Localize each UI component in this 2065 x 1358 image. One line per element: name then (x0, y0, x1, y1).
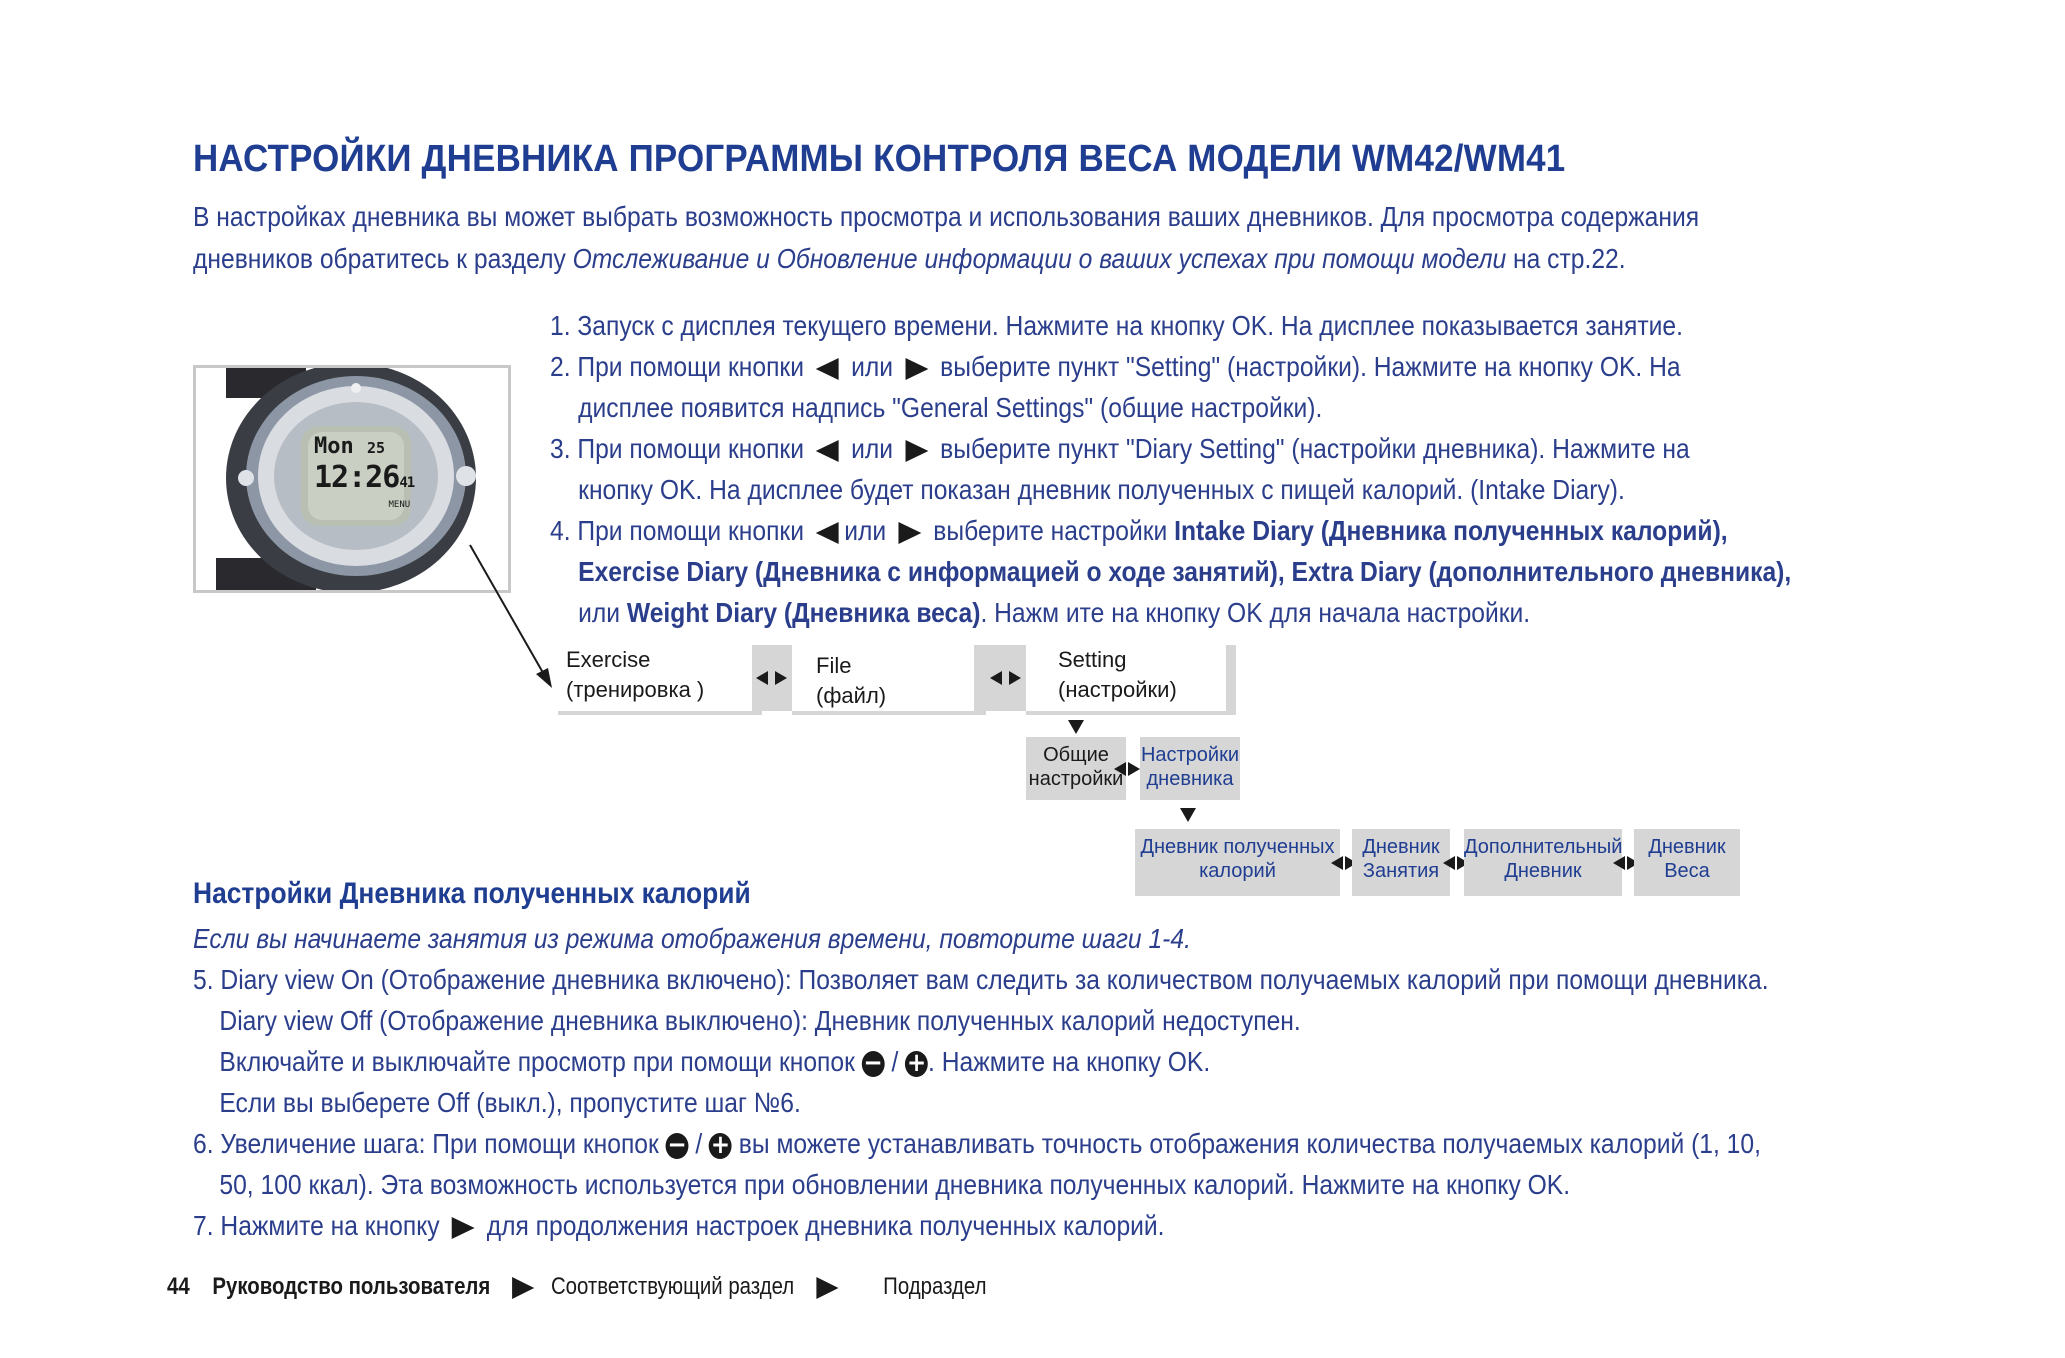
watch-time: 12:26 (314, 460, 400, 495)
page-number: 44 (167, 1273, 190, 1300)
intro-line-1: В настройках дневника вы может выбрать возможность просмотра и использования ваших дневников. Для просмотра содержания (193, 201, 1700, 232)
plus-button-icon: + (710, 1129, 731, 1160)
right-arrow-icon (905, 440, 928, 462)
menu-arrows-2 (986, 645, 1026, 711)
intro-paragraph (193, 196, 1795, 280)
right-arrow-icon (898, 522, 921, 544)
left-arrow-icon (756, 671, 768, 685)
step-1: 1. Запуск с дисплея текущего времени. Нажмите на кнопку OK. На дисплее показывается занятие. (550, 310, 1683, 341)
step-6-cont: 50, 100 ккал). Эта возможность используется при обновлении дневника полученных калорий. Нажмите на кнопку OK. (219, 1169, 1571, 1200)
step-4-end: или Weight Diary (Дневника веса). Нажм ите на кнопку OK для начала настройки. (578, 597, 1531, 628)
page-footer (167, 1273, 986, 1301)
menu-exercise-diary: Дневник Занятия (1352, 829, 1450, 896)
left-arrow-icon (1331, 856, 1343, 870)
section-content (193, 918, 1803, 1246)
down-arrow-icon (1068, 720, 1084, 734)
right-arrow-icon (775, 671, 787, 685)
watch-menu-label: MENU (388, 500, 411, 510)
menu-general-settings: Общие настройки (1026, 737, 1126, 800)
right-arrow-icon (905, 358, 928, 380)
menu-extra-diary: Дополнительный Дневник (1464, 829, 1622, 896)
menu-intake-diary: Дневник полученных калорий (1135, 829, 1340, 896)
left-arrow-icon (1613, 856, 1625, 870)
minus-button-icon: − (667, 1129, 687, 1160)
footer-subsection: Подраздел (883, 1273, 987, 1300)
right-arrow-icon (452, 1217, 475, 1239)
left-arrow-icon (1443, 856, 1455, 870)
watch-seconds: 41 (399, 475, 415, 491)
steps-list (550, 305, 1808, 633)
step-2-cont: дисплее появится надпись "General Settings" (общие настройки). (578, 392, 1323, 423)
menu-diary-settings: Настройки дневника (1140, 737, 1240, 800)
section-heading: Настройки Дневника полученных калорий (193, 877, 751, 910)
intro-line-2: дневников обратитесь к разделу Отслеживание и Обновление информации о ваших успехах при помощи модели на стр.22. (193, 243, 1626, 274)
cross-reference: Отслеживание и Обновление информации о ваших успехах при помощи модели (572, 243, 1507, 274)
footer-guide: Руководство пользователя (212, 1273, 491, 1300)
footer-section: Соответствующий раздел (550, 1273, 795, 1300)
right-arrow-icon (512, 1277, 534, 1299)
step-4-cont: Exercise Diary (Дневника с информацией о ходе занятий), Extra Diary (дополнительного дневника), (578, 556, 1792, 587)
plus-button-icon: + (906, 1047, 927, 1078)
menu-weight-diary: Дневник Веса (1634, 829, 1740, 896)
menu-file: File (файл) (792, 645, 986, 715)
right-arrow-icon (1009, 671, 1021, 685)
step-7: 7. Нажмите на кнопку для продолжения настроек дневника полученных калорий. (193, 1210, 1165, 1241)
left-arrow-icon (816, 440, 839, 462)
step-5-off: Diary view Off (Отображение дневника выключено): Дневник полученных калорий недоступен. (219, 1005, 1301, 1036)
step-5: 5. Diary view On (Отображение дневника включено): Позволяет вам следить за количеством получаемых калорий при помощи дневника. (193, 964, 1769, 995)
left-arrow-icon (816, 358, 839, 380)
section-note: Если вы начинаете занятия из режима отображения времени, повторите шаги 1-4. (193, 923, 1191, 954)
minus-button-icon: − (863, 1047, 883, 1078)
watch-day: Mon (314, 434, 354, 459)
step-5-skip: Если вы выберете Off (выкл.), пропустите шаг №6. (219, 1087, 801, 1118)
step-6: 6. Увеличение шага: При помощи кнопок − / + вы можете устанавливать точность отображения количества получаемых калорий (1, 10, (193, 1128, 1761, 1160)
left-arrow-icon (1114, 762, 1126, 776)
step-4: 4. При помощи кнопки или выберите настройки Intake Diary (Дневника полученных калорий), (550, 515, 1728, 546)
left-arrow-icon (816, 522, 839, 544)
right-arrow-icon (1128, 762, 1140, 776)
down-arrow-icon (1180, 808, 1196, 822)
step-2: 2. При помощи кнопки или выберите пункт "Setting" (настройки). Нажмите на кнопку OK. На (550, 351, 1681, 382)
watch-date: 25 (367, 439, 386, 457)
menu-arrows-1 (752, 645, 792, 711)
right-arrow-icon (816, 1277, 838, 1299)
step-3: 3. При помощи кнопки или выберите пункт "Diary Setting" (настройки дневника). Нажмите на (550, 433, 1690, 464)
step-3-cont: кнопку OK. На дисплее будет показан дневник полученных с пищей калорий. (Intake Diary). (578, 474, 1625, 505)
menu-setting: Setting (настройки) (1026, 645, 1236, 715)
step-5-toggle: Включайте и выключайте просмотр при помощи кнопок − / +. Нажмите на кнопку OK. (219, 1046, 1211, 1078)
menu-exercise: Exercise (тренировка ) (558, 645, 762, 715)
page-title: НАСТРОЙКИ ДНЕВНИКА ПРОГРАММЫ КОНТРОЛЯ ВЕСА МОДЕЛИ WM42/WM41 (193, 138, 1566, 180)
watch-display (314, 434, 414, 510)
left-arrow-icon (990, 671, 1002, 685)
pointer-arrow-icon (460, 540, 560, 690)
